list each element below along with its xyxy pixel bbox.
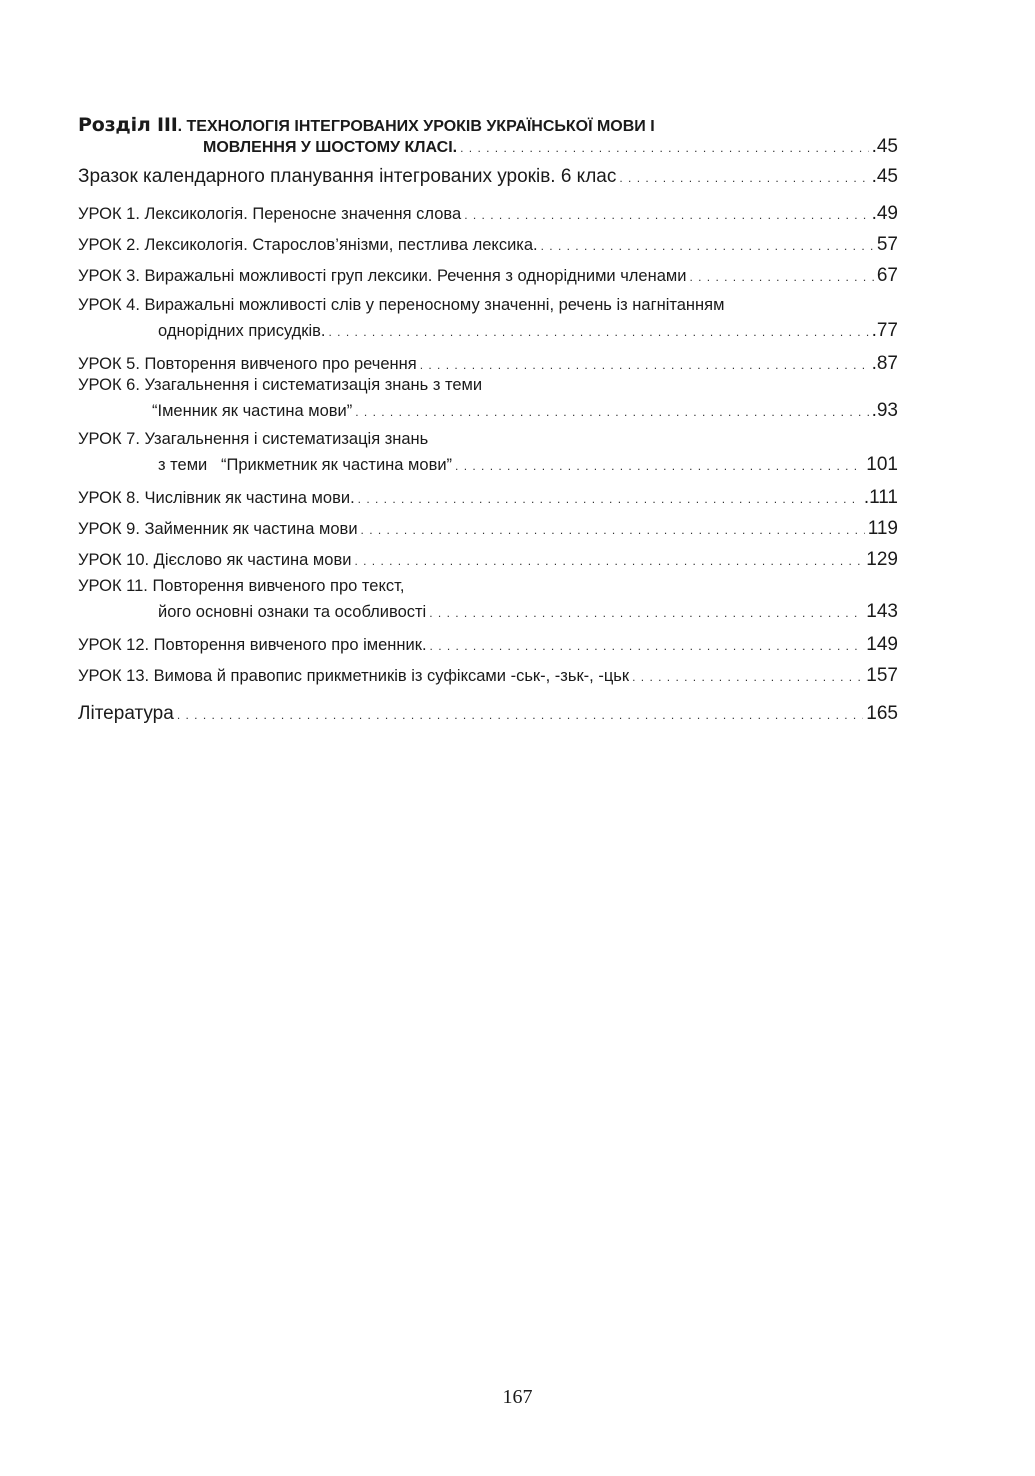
entry-title: Зразок календарного планування інтегрованих уроків. 6 клас (78, 166, 617, 187)
toc-entry-lesson-11[interactable] (78, 577, 898, 625)
entry-page: 149 (866, 634, 898, 655)
dot-leader (354, 554, 863, 568)
dot-leader (329, 325, 869, 339)
toc-entry-lesson-10[interactable] (78, 549, 898, 571)
entry-title-cont: його основні ознаки та особливості (158, 603, 427, 621)
section-label: Розділ III (78, 114, 178, 136)
table-of-contents (78, 114, 898, 729)
entry-page: .77 (871, 320, 898, 341)
entry-page: 67 (876, 265, 898, 286)
dot-leader (355, 405, 868, 419)
page-number: 167 (502, 1386, 533, 1408)
entry-page: 119 (867, 518, 898, 539)
entry-title: УРОК 13. Вимова й правопис прикметників із суфіксами -ськ-, -зьк-, -цьк (78, 667, 630, 685)
entry-title: УРОК 5. Повторення вивченого про речення (78, 355, 417, 373)
toc-entry-literature[interactable] (78, 703, 898, 729)
entry-title: УРОК 2. Лексикологія. Старослов’янізми, пестлива лексика. (78, 236, 538, 254)
toc-entry-lesson-6[interactable] (78, 376, 898, 424)
entry-page: .87 (871, 353, 898, 374)
entry-line-1 (78, 376, 898, 398)
entry-title-cont: однорідних присудків. (158, 322, 326, 340)
entry-line-1 (78, 577, 898, 599)
dot-leader (619, 171, 868, 185)
toc-entry-lesson-8[interactable] (78, 487, 898, 509)
entry-line-2 (78, 400, 898, 424)
dot-leader (430, 639, 864, 653)
entry-title: УРОК 7. Узагальнення і систематизація знань (78, 430, 429, 448)
toc-entry-lesson-4[interactable] (78, 296, 898, 344)
section-page: .45 (871, 136, 898, 157)
entry-title: УРОК 6. Узагальнення і систематизація знань з теми (78, 376, 483, 394)
section-title-line-1: . ТЕХНОЛОГІЯ ІНТЕГРОВАНИХ УРОКІВ УКРАЇНСЬКОЇ МОВИ І (177, 118, 655, 135)
entry-title: УРОК 9. Займенник як частина мови (78, 520, 358, 538)
section-heading-line-2 (78, 136, 898, 160)
dot-leader (464, 208, 868, 222)
entry-title: Література (78, 703, 174, 724)
toc-entry-lesson-13[interactable] (78, 665, 898, 687)
entry-page: 157 (866, 665, 898, 686)
entry-line-2 (78, 320, 898, 344)
toc-entry-plan[interactable] (78, 166, 898, 194)
dot-leader (177, 708, 863, 722)
entry-page: 165 (866, 703, 898, 724)
entry-line-1 (78, 430, 898, 452)
dot-leader (689, 270, 873, 284)
entry-page: 101 (866, 454, 898, 475)
dot-leader (420, 358, 869, 372)
dot-leader (361, 523, 865, 537)
toc-entry-lesson-3[interactable] (78, 265, 898, 287)
dot-leader (541, 239, 874, 253)
entry-page: .49 (871, 203, 898, 224)
section-title-line-2: МОВЛЕННЯ У ШОСТОМУ КЛАСІ. (203, 139, 458, 156)
toc-entry-lesson-9[interactable] (78, 518, 898, 540)
entry-title-cont: “Іменник як частина мови” (152, 402, 353, 420)
entry-title-cont: з теми “Прикметник як частина мови” (158, 456, 453, 474)
entry-line-1 (78, 296, 898, 318)
entry-title: УРОК 3. Виражальні можливості груп лексики. Речення з однорідними членами (78, 267, 687, 285)
entry-line-2 (78, 454, 898, 478)
entry-title: УРОК 4. Виражальні можливості слів у переносному значенні, речень із нагнітанням (78, 296, 725, 314)
entry-page: 129 (866, 549, 898, 570)
entry-title: УРОК 10. Дієслово як частина мови (78, 551, 352, 569)
entry-title: УРОК 12. Повторення вивченого про іменник. (78, 636, 427, 654)
toc-entry-lesson-7[interactable] (78, 430, 898, 478)
entry-line-2 (78, 601, 898, 625)
entry-page: 143 (866, 601, 898, 622)
dot-leader (455, 459, 863, 473)
dot-leader (358, 492, 861, 506)
toc-entry-lesson-12[interactable] (78, 634, 898, 656)
entry-page: .111 (863, 487, 898, 508)
entry-title: УРОК 11. Повторення вивченого про текст, (78, 577, 405, 595)
dot-leader (632, 670, 863, 684)
toc-entry-lesson-2[interactable] (78, 234, 898, 256)
section-heading-line-1 (78, 114, 898, 136)
toc-entry-lesson-1[interactable] (78, 203, 898, 225)
entry-page: .45 (871, 166, 898, 187)
dot-leader (429, 606, 863, 620)
entry-page: .93 (871, 400, 898, 421)
entry-title: УРОК 8. Числівник як частина мови. (78, 489, 355, 507)
entry-page: 57 (876, 234, 898, 255)
dot-leader (460, 141, 868, 155)
entry-title: УРОК 1. Лексикологія. Переносне значення слова (78, 205, 462, 223)
toc-entry-lesson-5[interactable] (78, 353, 898, 375)
